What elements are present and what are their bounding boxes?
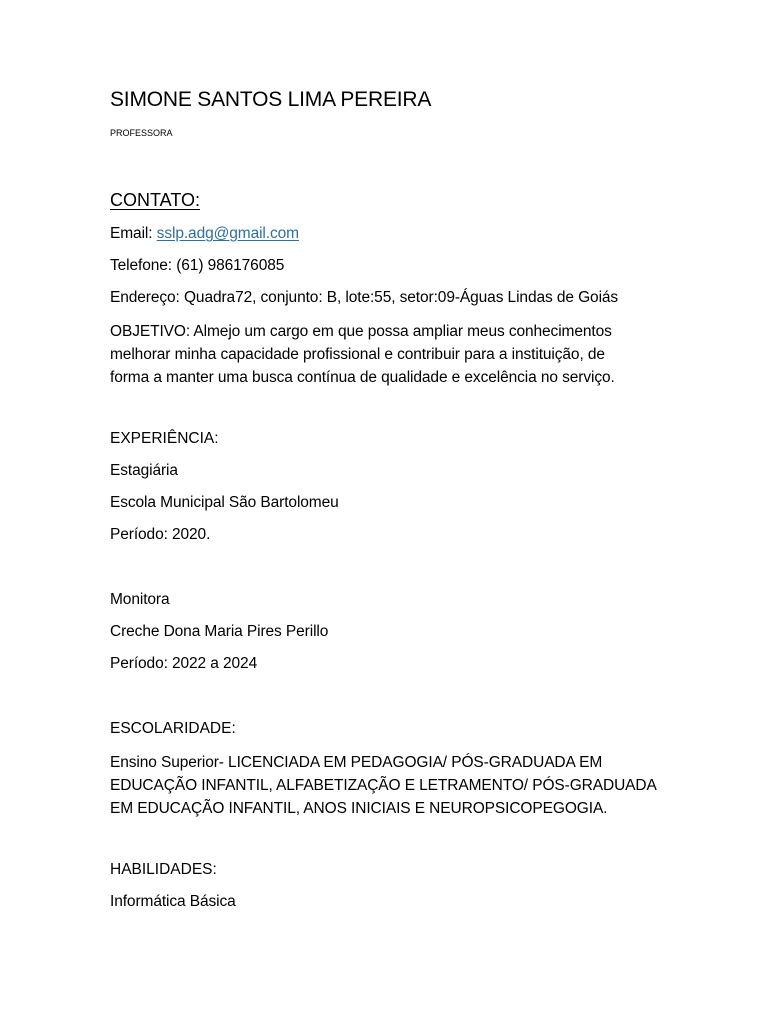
objective-paragraph <box>110 320 670 389</box>
job-period: Período: 2020. <box>110 526 211 543</box>
email-label: Email: <box>110 225 157 242</box>
objective-line: melhorar minha capacidade profissional e contribuir para a instituição, de <box>110 346 605 363</box>
email-link[interactable]: sslp.adg@gmail.com <box>156 225 299 242</box>
job-place: Creche Dona Maria Pires Perillo <box>110 623 329 640</box>
job-place: Escola Municipal São Bartolomeu <box>110 494 339 511</box>
objective-line: OBJETIVO: Almejo um cargo em que possa ampliar meus conhecimentos <box>110 323 612 340</box>
education-line: EM EDUCAÇÃO INFANTIL, ANOS INICIAIS E NEUROPSICOPEGOGIA. <box>110 800 608 817</box>
contact-section-title: CONTATO: <box>110 190 200 210</box>
candidate-role: PROFESSORA <box>110 128 173 138</box>
experience-section-title: EXPERIÊNCIA: <box>110 430 219 447</box>
education-line: Ensino Superior- LICENCIADA EM PEDAGOGIA/ PÓS-GRADUADA EM <box>110 754 603 771</box>
job-role: Estagiária <box>110 462 178 479</box>
phone-line: Telefone: (61) 986176085 <box>110 257 285 274</box>
job-role: Monitora <box>110 591 170 608</box>
education-paragraph <box>110 751 670 820</box>
email-line <box>110 225 299 243</box>
objective-line: forma a manter uma busca contínua de qualidade e excelência no serviço. <box>110 369 615 386</box>
candidate-name: SIMONE SANTOS LIMA PEREIRA <box>110 88 432 111</box>
job-period: Período: 2022 a 2024 <box>110 655 258 672</box>
education-section-title: ESCOLARIDADE: <box>110 720 236 737</box>
address-line: Endereço: Quadra72, conjunto: B, lote:55, setor:09-Águas Lindas de Goiás <box>110 289 619 306</box>
skills-section-title: HABILIDADES: <box>110 861 217 878</box>
education-line: EDUCAÇÃO INFANTIL, ALFABETIZAÇÃO E LETRAMENTO/ PÓS-GRADUADA <box>110 777 657 794</box>
skill-item: Informática Básica <box>110 893 236 910</box>
